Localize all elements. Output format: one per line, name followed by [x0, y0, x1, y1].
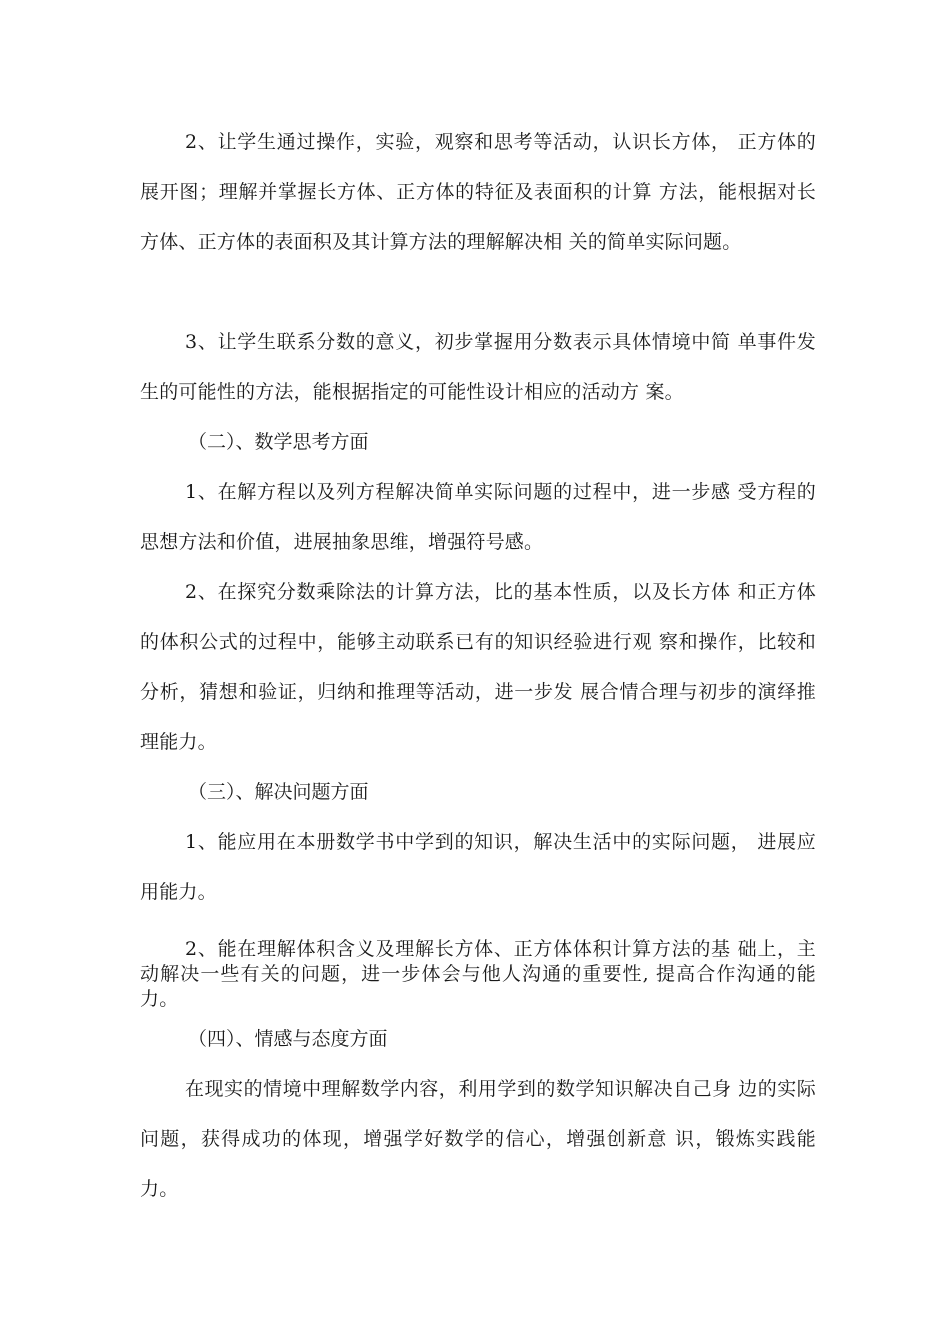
paragraph-attitude: 在现实的情境中理解数学内容，利用学到的数学知识解决自己身 边的实际问题，获得成功的体现，增强学好数学的信心，增强创新意 识，锻炼实践能力。	[140, 1078, 816, 1200]
paragraph-problem-2: 2、能在理解体积含义及理解长方体、正方体体积计算方法的基 础上，主动解决一些有关的问题，进一步体会与他人沟通的重要性, 提高合作沟通的能力。	[140, 938, 816, 1010]
paragraph-goal-2: 2、让学生通过操作，实验，观察和思考等活动，认识长方体， 正方体的展开图；理解并掌握长方体、正方体的特征及表面积的计算 方法，能根据对长方体、正方体的表面积及其计算方法的理解解决相 关的简单实际问题。	[140, 131, 816, 253]
section-heading-problem-solving: （三）、解决问题方面	[188, 781, 369, 803]
paragraph-thinking-2: 2、在探究分数乘除法的计算方法，比的基本性质，以及长方体 和正方体的体积公式的过程中，能够主动联系已有的知识经验进行观 察和操作，比较和分析，猜想和验证，归纳和推理等活动，进一步发 展合情合理与初步的演绎推理能力。	[140, 581, 816, 753]
paragraph-goal-3: 3、让学生联系分数的意义，初步掌握用分数表示具体情境中简 单事件发生的可能性的方法，能根据指定的可能性设计相应的活动方 案。	[140, 331, 816, 403]
section-heading-attitude: （四）、情感与态度方面	[188, 1028, 388, 1050]
paragraph-problem-1: 1、能应用在本册数学书中学到的知识，解决生活中的实际问题， 进展应用能力。	[140, 831, 816, 903]
section-heading-math-thinking: （二）、数学思考方面	[188, 431, 369, 453]
paragraph-thinking-1: 1、在解方程以及列方程解决简单实际问题的过程中，进一步感 受方程的思想方法和价值，进展抽象思维，增强符号感。	[140, 481, 816, 553]
